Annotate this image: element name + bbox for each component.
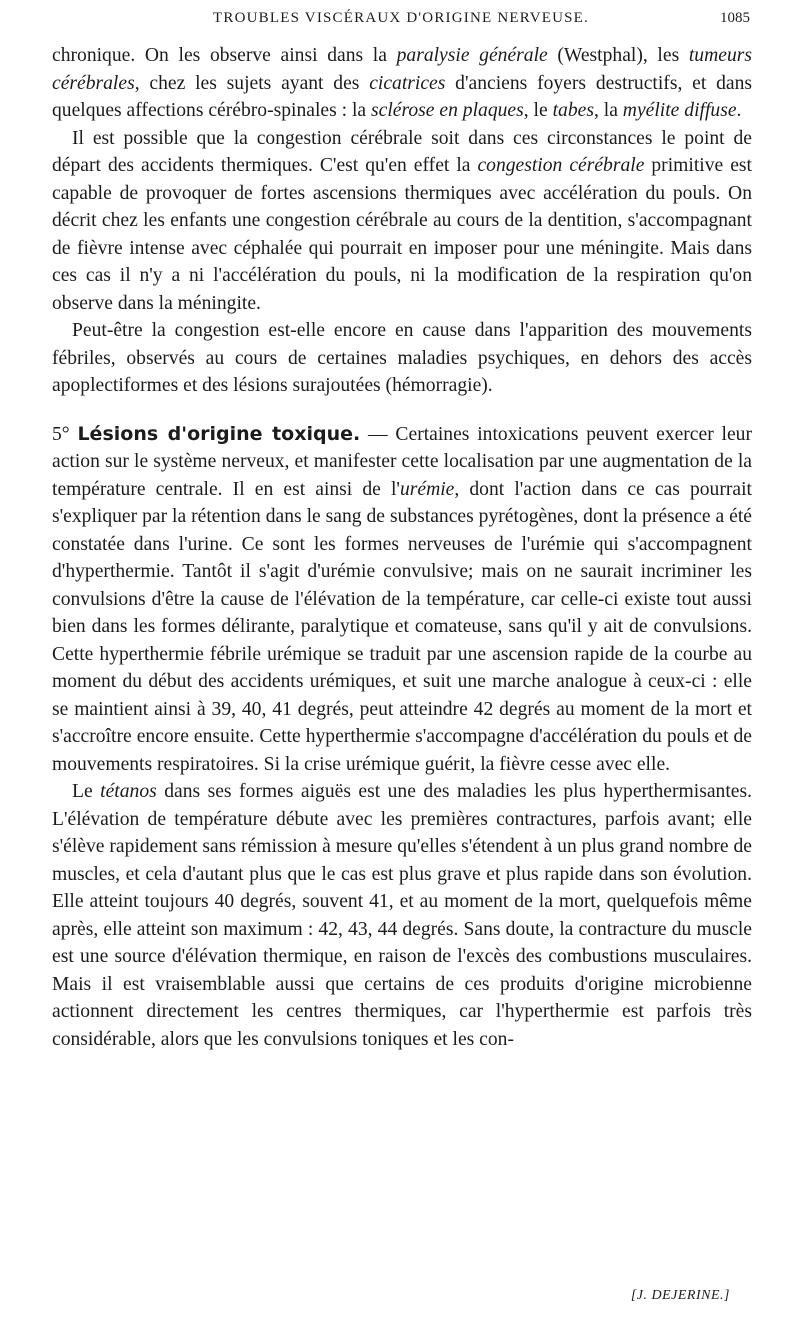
section-heading: Lésions d'origine toxique. [77, 422, 361, 445]
running-title: TROUBLES VISCÉRAUX D'ORIGINE NERVEUSE. [213, 10, 589, 26]
page-number: 1085 [720, 10, 750, 26]
author-signature: [J. DEJERINE.] [630, 1288, 730, 1303]
section-toxic-lesions: 5° Lésions d'origine toxique. — Certaines intoxications peuvent exercer leur action sur le système nerveux, et manifester cette localisation par une augmentation de la température centrale. Il en est ainsi de l'urémie, dont l'action dans ce cas pourrait s'expliquer par la rétention dans le sang de substances pyrétogènes, dont la présence a été constatée dans l'urine. Ce sont les formes nerveuses de l'urémie qui s'accompagnent d'hyperthermie. Tantôt il s'agit d'urémie convulsive; mais on ne saurait incriminer les convulsions d'être la cause de l'élévation de la température, car celle-ci existe tout aussi bien dans les formes délirante, paralytique et comateuse, sans qu'il y ait de convulsions. Cette hyperthermie fébrile urémique se traduit par une ascension rapide de la courbe au moment du début des accidents urémiques, et suit une marche analogue à ceux-ci : elle se maintient ainsi à 39, 40, 41 degrés, peut atteindre 42 degrés au moment de la mort et s'accroître encore ensuite. Cette hyperthermie s'accompagne d'accélération du pouls et de mouvements respiratoires. Si la crise urémique guérit, la fièvre cesse avec elle. [52, 422, 752, 775]
body-text [52, 42, 752, 1053]
paragraph-psychic: Peut-être la congestion est-elle encore en cause dans l'apparition des mouvements fébriles, observés au cours de certaines maladies psychiques, en dehors des accès apoplectiformes et des lésions surajoutées (hémorragie). [52, 320, 752, 396]
paragraph-tetanus: Le tétanos dans ses formes aiguës est une des maladies les plus hyperthermisantes. L'élévation de température débute avec les premières contractures, parfois avant; elle s'élève rapidement sans rémission à mesure qu'elles s'étendent à un plus grand nombre de muscles, et cela d'autant plus que le cas est plus grave et plus rapide dans son évolution. Elle atteint toujours 40 degrés, souvent 41, et au moment de la mort, quelquefois même après, elle atteint son maximum : 42, 43, 44 degrés. Sans doute, la contracture du muscle est une source d'élévation thermique, en raison de l'excès des combustions musculaires. Mais il est vraisemblable aussi que certains de ces produits d'origine microbienne actionnent directement les centres thermiques, car l'hyperthermie est parfois très considérable, alors que les convulsions toniques et les con- [52, 781, 752, 1050]
paragraph-congestion: Il est possible que la congestion cérébrale soit dans ces circonstances le point de départ des accidents thermiques. C'est qu'en effet la congestion cérébrale primitive est capable de provoquer de fortes ascensions thermiques avec accélération du pouls. On décrit chez les enfants une congestion cérébrale au cours de la dentition, s'accompagnant de fièvre intense avec céphalée qui pourrait en imposer pour une méningite. Mais dans ces cas il n'y a ni l'accélération du pouls, ni la modification de la respiration qu'on observe dans la méningite. [52, 127, 752, 314]
section-number: 5° [52, 423, 70, 445]
paragraph-continuation: chronique. On les observe ainsi dans la paralysie générale (Westphal), les tumeurs cérébrales, chez les sujets ayant des cicatrices d'anciens foyers destructifs, et dans quelques affections cérébro-spinales : la sclérose en plaques, le tabes, la myélite diffuse. [52, 45, 752, 121]
page-header [52, 10, 750, 38]
